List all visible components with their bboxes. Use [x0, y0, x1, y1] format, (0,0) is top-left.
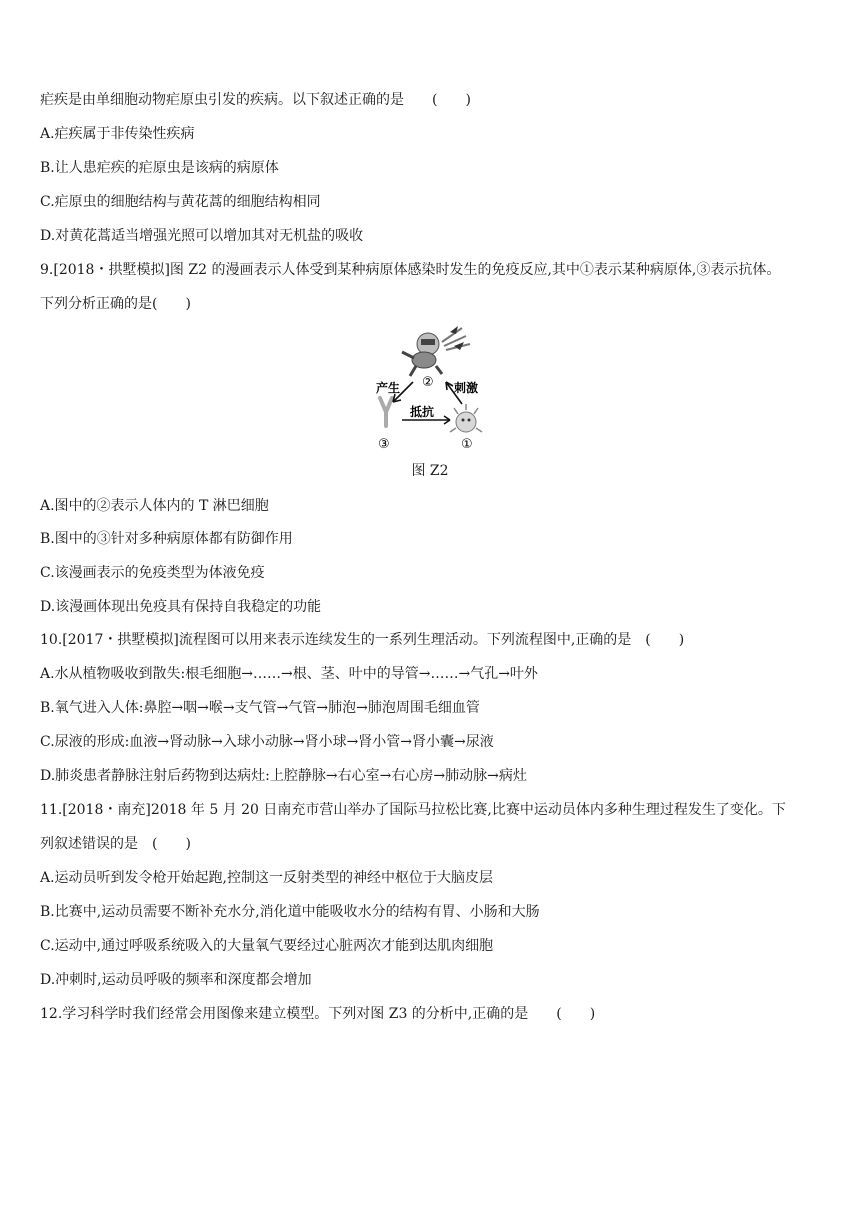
- q9-stem-line2: 下列分析正确的是( ): [40, 296, 191, 312]
- q9-option-b: B.图中的③针对多种病原体都有防御作用: [40, 531, 293, 547]
- q8-option-a: A.疟疾属于非传染性疾病: [40, 126, 195, 142]
- label-num-1: ①: [461, 437, 473, 452]
- q10-option-c: C.尿液的形成:血液→肾动脉→入球小动脉→肾小球→肾小管→肾小囊→尿液: [40, 734, 494, 750]
- q9-stem-line1: 9.[2018・拱墅模拟]图 Z2 的漫画表示人体受到某种病原体感染时发生的免疫反应,其中①表示某种病原体,③表示抗体。: [40, 262, 781, 278]
- immune-response-cartoon: [358, 322, 498, 454]
- label-num-2: ②: [422, 375, 434, 390]
- q9-option-a: A.图中的②表示人体内的 T 淋巴细胞: [40, 498, 269, 514]
- q10-option-d: D.肺炎患者静脉注射后药物到达病灶:上腔静脉→右心室→右心房→肺动脉→病灶: [40, 768, 527, 784]
- label-resist: 抵抗: [410, 405, 435, 419]
- label-num-3: ③: [378, 437, 390, 452]
- q8-option-b: B.让人患疟疾的疟原虫是该病的病原体: [40, 160, 279, 176]
- q10-option-a: A.水从植物吸收到散失:根毛细胞→……→根、茎、叶中的导管→……→气孔→叶外: [40, 666, 538, 682]
- q10-stem: 10.[2017・拱墅模拟]流程图可以用来表示连续发生的一系列生理活动。下列流程图中,正确的是 ( ): [40, 632, 685, 648]
- q9-option-d: D.该漫画体现出免疫具有保持自我稳定的功能: [40, 599, 322, 615]
- q8-option-d: D.对黄花蒿适当增强光照可以增加其对无机盐的吸收: [40, 228, 364, 244]
- label-stimulate: 刺激: [454, 381, 479, 395]
- q11-option-b: B.比赛中,运动员需要不断补充水分,消化道中能吸收水分的结构有胃、小肠和大肠: [40, 904, 540, 920]
- q10-option-b: B.氧气进入人体:鼻腔→咽→喉→支气管→气管→肺泡→肺泡周围毛细血管: [40, 700, 480, 716]
- antibody-figure: [380, 398, 392, 426]
- immune-cell-figure: [402, 326, 470, 376]
- q8-stem: 疟疾是由单细胞动物疟原虫引发的疾病。以下叙述正确的是 ( ): [40, 92, 471, 108]
- q11-stem-line1: 11.[2018・南充]2018 年 5 月 20 日南充市营山举办了国际马拉松比赛,比赛中运动员体内多种生理过程发生了变化。下: [40, 802, 786, 818]
- q11-option-c: C.运动中,通过呼吸系统吸入的大量氧气要经过心脏两次才能到达肌肉细胞: [40, 938, 494, 954]
- label-produce: 产生: [376, 381, 401, 395]
- q9-option-c: C.该漫画表示的免疫类型为体液免疫: [40, 565, 265, 581]
- q11-option-a: A.运动员听到发令枪开始起跑,控制这一反射类型的神经中枢位于大脑皮层: [40, 870, 494, 886]
- q11-stem-line2: 列叙述错误的是 ( ): [40, 836, 191, 852]
- pathogen-figure: [450, 404, 482, 432]
- q8-option-c: C.疟原虫的细胞结构与黄花蒿的细胞结构相同: [40, 194, 321, 210]
- figure-caption: 图 Z2: [411, 463, 449, 479]
- q12-stem: 12.学习科学时我们经常会用图像来建立模型。下列对图 Z3 的分析中,正确的是 ( ): [40, 1006, 596, 1022]
- q11-option-d: D.冲刺时,运动员呼吸的频率和深度都会增加: [40, 972, 312, 988]
